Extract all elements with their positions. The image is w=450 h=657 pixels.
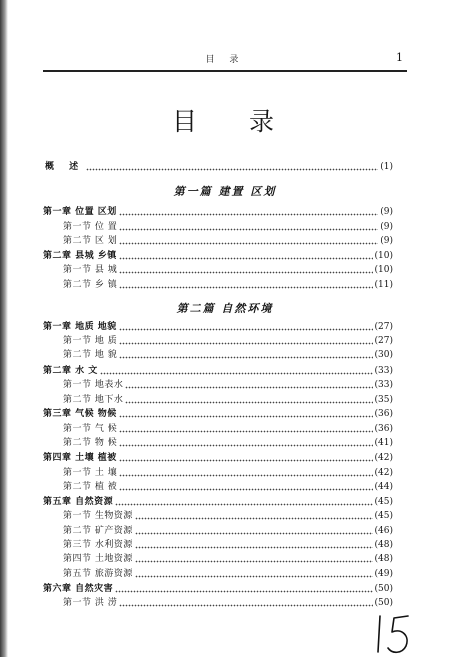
section-page: (10) — [374, 265, 393, 275]
toc-chapter[interactable] — [43, 582, 393, 596]
section-page: (44) — [374, 482, 393, 492]
toc-section[interactable] — [63, 552, 393, 566]
leader-dots — [119, 422, 372, 436]
toc-section[interactable] — [63, 509, 393, 523]
running-header — [43, 50, 407, 72]
running-header-title: 目 录 — [205, 55, 245, 65]
running-header-page-number: 1 — [396, 51, 403, 64]
toc-section[interactable] — [63, 538, 393, 552]
leader-dots — [119, 263, 372, 277]
section-label: 第二节 物 候 — [63, 438, 118, 448]
chapter-page: (45) — [374, 497, 393, 507]
section-page: (42) — [374, 468, 393, 478]
section-page: (50) — [374, 598, 393, 608]
leader-dots — [119, 480, 372, 494]
leader-dots — [115, 582, 372, 596]
leader-dots — [119, 436, 372, 450]
toc-chapter[interactable] — [43, 249, 393, 263]
leader-dots — [119, 407, 373, 421]
leader-dots — [115, 495, 372, 509]
leader-dots — [119, 220, 378, 234]
toc-section[interactable] — [63, 524, 393, 538]
section-label: 第一节 土 壤 — [63, 468, 118, 478]
section-page: (9) — [380, 222, 393, 232]
toc-section[interactable] — [63, 263, 393, 277]
toc-overview-page: (1) — [380, 162, 393, 172]
chapter-page: (33) — [374, 366, 393, 376]
section-page: (30) — [374, 350, 393, 360]
leader-dots — [86, 160, 378, 174]
section-page: (35) — [374, 395, 393, 405]
section-label: 第一节 气 候 — [63, 424, 118, 434]
leader-dots — [135, 538, 373, 552]
chapter-page: (42) — [374, 453, 393, 463]
leader-dots — [125, 378, 372, 392]
chapter-page: (36) — [374, 409, 393, 419]
toc-section[interactable] — [63, 278, 393, 292]
leader-dots — [119, 205, 378, 219]
toc-section[interactable] — [63, 480, 393, 494]
chapter-label: 第四章 土壤 植被 — [43, 453, 117, 463]
toc-chapter[interactable] — [43, 451, 393, 465]
leader-dots — [119, 466, 372, 480]
chapter-label: 第五章 自然资源 — [43, 497, 114, 507]
toc-section[interactable] — [63, 334, 393, 348]
toc-section[interactable] — [63, 220, 393, 234]
section-page: (46) — [374, 526, 393, 536]
chapter-label: 第一章 地质 地貌 — [43, 322, 117, 332]
toc-chapter[interactable] — [43, 495, 393, 509]
toc-section[interactable] — [63, 348, 393, 362]
chapter-page: (10) — [374, 251, 393, 261]
section-page: (33) — [374, 380, 393, 390]
leader-dots — [135, 567, 373, 581]
toc-section[interactable] — [63, 422, 393, 436]
section-page: (9) — [380, 236, 393, 246]
leader-dots — [119, 451, 373, 465]
chapter-page: (9) — [380, 207, 393, 217]
leader-dots — [119, 249, 373, 263]
section-page: (27) — [374, 336, 393, 346]
chapter-page: (27) — [374, 322, 393, 332]
section-label: 第一节 县 城 — [63, 265, 118, 275]
section-label: 第二节 地下水 — [63, 395, 124, 405]
toc-chapter[interactable] — [43, 364, 393, 378]
toc-overview-label: 概 述 — [45, 162, 85, 172]
leader-dots — [119, 320, 373, 334]
toc-section[interactable] — [63, 234, 393, 248]
toc-section[interactable] — [63, 567, 393, 581]
leader-dots — [119, 596, 372, 610]
section-label: 第四节 土地资源 — [63, 554, 133, 564]
leader-dots — [119, 348, 372, 362]
section-label: 第一节 洪 涝 — [63, 598, 118, 608]
toc-section[interactable] — [63, 378, 393, 392]
section-label: 第二节 区 划 — [63, 236, 118, 246]
page-edge-shadow — [0, 0, 8, 657]
handwritten-page-mark — [372, 612, 416, 656]
toc-section[interactable] — [63, 596, 393, 610]
chapter-page: (50) — [374, 584, 393, 594]
chapter-label: 第一章 位置 区划 — [43, 207, 117, 217]
leader-dots — [119, 334, 372, 348]
chapter-label: 第六章 自然灾害 — [43, 584, 114, 594]
section-page: (45) — [374, 511, 393, 521]
chapter-label: 第三章 气候 物候 — [43, 409, 117, 419]
leader-dots — [100, 364, 373, 378]
leader-dots — [119, 234, 378, 248]
leader-dots — [119, 278, 372, 292]
section-label: 第二节 乡 镇 — [63, 280, 118, 290]
toc-overview[interactable] — [45, 160, 393, 174]
toc-chapter[interactable] — [43, 320, 393, 334]
section-label: 第二节 地 貌 — [63, 350, 118, 360]
section-label: 第一节 生物资源 — [63, 511, 133, 521]
toc-section[interactable] — [63, 436, 393, 450]
section-label: 第一节 地 质 — [63, 336, 118, 346]
leader-dots — [135, 552, 373, 566]
chapter-label: 第二章 水 文 — [43, 366, 98, 376]
section-label: 第二节 矿产资源 — [63, 526, 133, 536]
chapter-label: 第二章 县城 乡镇 — [43, 251, 117, 261]
page-title: 目 录 — [172, 107, 296, 136]
toc-section[interactable] — [63, 393, 393, 407]
section-page: (11) — [374, 280, 393, 290]
section-label: 第五节 旅游资源 — [63, 569, 133, 579]
section-label: 第二节 植 被 — [63, 482, 118, 492]
section-page: (41) — [374, 438, 393, 448]
toc-chapter[interactable] — [43, 205, 393, 219]
leader-dots — [125, 393, 372, 407]
section-page: (48) — [374, 554, 393, 564]
toc-chapter[interactable] — [43, 407, 393, 421]
section-page: (48) — [374, 540, 393, 550]
section-label: 第一节 位 置 — [63, 222, 118, 232]
leader-dots — [135, 524, 373, 538]
section-page: (49) — [374, 569, 393, 579]
part-heading: 第一篇 建置 区划 — [173, 185, 277, 198]
section-label: 第三节 水利资源 — [63, 540, 133, 550]
toc-section[interactable] — [63, 466, 393, 480]
section-label: 第一节 地表水 — [63, 380, 124, 390]
part-heading: 第二篇 自然环境 — [176, 302, 274, 315]
leader-dots — [135, 509, 373, 523]
section-page: (36) — [374, 424, 393, 434]
